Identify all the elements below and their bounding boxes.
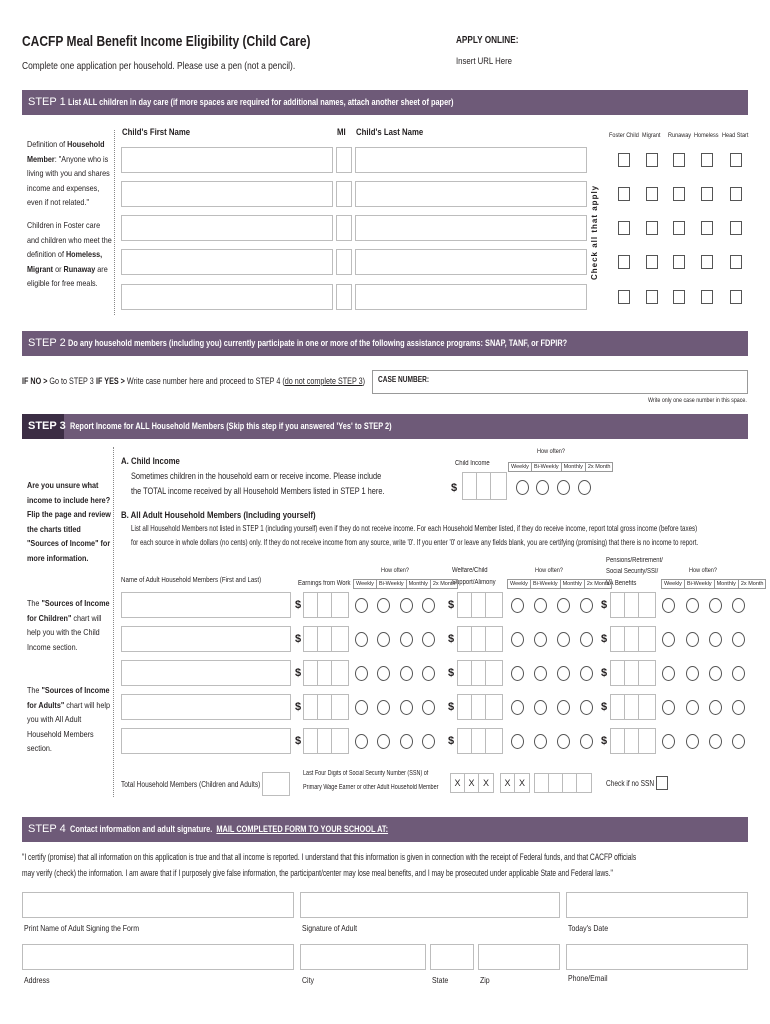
check-all-that-apply: Check all that apply	[590, 184, 599, 280]
earnings-col: Earnings from Work	[298, 580, 351, 587]
child-last-name-field[interactable]	[355, 215, 587, 241]
child-income-dollar: $	[451, 482, 458, 494]
checkbox-label-homeless: Homeless	[694, 132, 719, 139]
checkbox-runaway[interactable]	[673, 153, 685, 167]
section-b-text-1: List all Household Members not listed in STEP 1 (including yourself) even if they do not receive income. For each Household Member listed, if they do receive income, report total gross income (before taxes)	[131, 523, 698, 533]
child-freq-monthly[interactable]	[557, 480, 570, 495]
pension-freq-2xmonth[interactable]	[732, 598, 745, 613]
foster-note: Children in Foster care and children who meet the definition of Homeless, Migrant or Runaway are eligible for free meals.	[27, 220, 112, 288]
city-field[interactable]	[300, 944, 426, 970]
col-mi: MI	[337, 127, 346, 138]
pension-amount-field[interactable]	[610, 728, 656, 754]
zip-label: Zip	[480, 975, 490, 985]
checkbox-head-start[interactable]	[730, 153, 742, 167]
child-freq-header: Weekly Bi-Weekly Monthly 2x Month	[508, 462, 613, 472]
pension-freq-monthly[interactable]	[709, 700, 722, 715]
signature-label: Signature of Adult	[302, 923, 358, 933]
child-mi-field[interactable]	[336, 147, 352, 173]
phone-email-field[interactable]	[566, 944, 748, 970]
pension-freq-biweekly[interactable]	[686, 666, 699, 681]
welfare-freq-monthly[interactable]	[557, 598, 570, 613]
checkbox-migrant[interactable]	[646, 255, 658, 269]
pension-freq-weekly[interactable]	[662, 632, 675, 647]
ssn-last-four-field[interactable]	[534, 773, 592, 793]
welfare-freq-2xmonth[interactable]	[580, 666, 593, 681]
date-field[interactable]	[566, 892, 748, 918]
step1-instruction: List ALL children in day care (if more spaces are required for additional names, attach another sheet of paper)	[68, 97, 454, 107]
checkbox-foster-child[interactable]	[618, 221, 630, 235]
welfare-amount-field[interactable]	[457, 728, 503, 754]
welfare-dollar: $	[448, 701, 455, 713]
adult-name-field[interactable]	[121, 626, 291, 652]
date-label: Today's Date	[568, 923, 609, 933]
checkbox-foster-child[interactable]	[618, 290, 630, 304]
step1-divider	[114, 130, 115, 315]
earnings-amount-field[interactable]	[303, 694, 349, 720]
child-mi-field[interactable]	[336, 181, 352, 207]
pension-dollar: $	[601, 701, 608, 713]
no-ssn-checkbox[interactable]	[656, 776, 668, 790]
child-mi-field[interactable]	[336, 249, 352, 275]
welfare-dollar: $	[448, 667, 455, 679]
total-members-field[interactable]	[262, 772, 290, 796]
welfare-freq-biweekly[interactable]	[534, 700, 547, 715]
welfare-dollar: $	[448, 735, 455, 747]
checkbox-head-start[interactable]	[730, 221, 742, 235]
section-a-text-2: the TOTAL income received by all Household Members listed in STEP 1 here.	[131, 486, 385, 496]
checkbox-homeless[interactable]	[701, 153, 713, 167]
welfare-dollar: $	[448, 599, 455, 611]
pension-freq-weekly[interactable]	[662, 700, 675, 715]
earnings-freq-monthly[interactable]	[400, 666, 413, 681]
name-col: Name of Adult Household Members (First and Last)	[121, 575, 262, 584]
welfare-freq-weekly[interactable]	[511, 734, 524, 749]
earnings-freq-weekly[interactable]	[355, 734, 368, 749]
welfare-amount-field[interactable]	[457, 660, 503, 686]
form-title: CACFP Meal Benefit Income Eligibility (Child Care)	[22, 33, 311, 50]
welfare-col-1: Welfare/Child	[452, 567, 488, 574]
section-b-text-2: for each source in whole dollars (no cents) only. If they do not receive income from any source, write '0'. If you enter '0' or leave any fields blank, you are certifying (promising) that there is no income to report.	[131, 537, 699, 547]
section-b-title: B. All Adult Household Members (Including yourself)	[121, 510, 316, 521]
earnings-amount-field[interactable]	[303, 728, 349, 754]
pension-freq-2xmonth[interactable]	[732, 632, 745, 647]
earnings-freq-monthly[interactable]	[400, 632, 413, 647]
earnings-freq-2xmonth[interactable]	[422, 632, 435, 647]
welfare-freq-header: Weekly Bi-Weekly Monthly 2x Month	[507, 579, 612, 589]
welfare-amount-field[interactable]	[457, 592, 503, 618]
welfare-freq-monthly[interactable]	[557, 734, 570, 749]
address-label: Address	[24, 975, 50, 985]
pension-col-2: Social Security/SSI/	[606, 568, 659, 575]
pension-freq-weekly[interactable]	[662, 666, 675, 681]
adult-name-field[interactable]	[121, 694, 291, 720]
welfare-freq-monthly[interactable]	[557, 632, 570, 647]
welfare-freq-weekly[interactable]	[511, 632, 524, 647]
child-freq-2xmonth[interactable]	[578, 480, 591, 495]
pension-dollar: $	[601, 599, 608, 611]
pension-freq-biweekly[interactable]	[686, 598, 699, 613]
phone-email-label: Phone/Email	[568, 973, 608, 983]
case-number-label: CASE NUMBER:	[378, 375, 430, 384]
child-last-name-field[interactable]	[355, 147, 587, 173]
earnings-freq-weekly[interactable]	[355, 700, 368, 715]
earnings-dollar: $	[295, 667, 302, 679]
pension-freq-weekly[interactable]	[662, 598, 675, 613]
checkbox-migrant[interactable]	[646, 290, 658, 304]
pension-freq-header: Weekly Bi-Weekly Monthly 2x Month	[661, 579, 766, 589]
earnings-dollar: $	[295, 633, 302, 645]
city-label: City	[302, 975, 315, 985]
apply-online-label: APPLY ONLINE:	[456, 35, 519, 46]
zip-field[interactable]	[478, 944, 560, 970]
ssn-masked-digits: X X X	[450, 773, 494, 793]
pension-freq-monthly[interactable]	[709, 734, 722, 749]
checkbox-homeless[interactable]	[701, 290, 713, 304]
apply-url[interactable]: Insert URL Here	[456, 56, 512, 67]
certification-line-2: may verify (check) the information. I am aware that if I purposely give false information, the participant/center may lose meal benefits, and I may be prosecuted under applicable State and Federal laws."	[22, 868, 613, 879]
earnings-freq-header: Weekly Bi-Weekly Monthly 2x Month	[353, 579, 458, 589]
step3-divider	[113, 447, 114, 797]
child-mi-field[interactable]	[336, 215, 352, 241]
adult-name-field[interactable]	[121, 660, 291, 686]
pension-col-1: Pensions/Retirement/	[606, 557, 663, 564]
checkbox-label-headstart: Head Start	[722, 132, 749, 139]
checkbox-label-migrant: Migrant	[642, 132, 661, 139]
checkbox-runaway[interactable]	[673, 255, 685, 269]
pension-dollar: $	[601, 633, 608, 645]
col-first-name: Child's First Name	[122, 127, 191, 138]
step3-badge: STEP 3	[22, 414, 64, 439]
adult-name-field[interactable]	[121, 728, 291, 754]
earnings-amount-field[interactable]	[303, 592, 349, 618]
earnings-freq-2xmonth[interactable]	[422, 666, 435, 681]
pension-freq-monthly[interactable]	[709, 666, 722, 681]
pension-amount-field[interactable]	[610, 660, 656, 686]
welfare-freq-biweekly[interactable]	[534, 734, 547, 749]
earnings-dollar: $	[295, 599, 302, 611]
earnings-freq-2xmonth[interactable]	[422, 700, 435, 715]
pension-freq-monthly[interactable]	[709, 598, 722, 613]
earnings-freq-biweekly[interactable]	[377, 734, 390, 749]
sidebar-unsure: Are you unsure what income to include here? Flip the page and review the charts titled "Sources of Income" for more information.	[27, 480, 111, 563]
pension-freq-2xmonth[interactable]	[732, 700, 745, 715]
checkbox-foster-child[interactable]	[618, 255, 630, 269]
welfare-amount-field[interactable]	[457, 626, 503, 652]
pension-dollar: $	[601, 667, 608, 679]
state-field[interactable]	[430, 944, 474, 970]
checkbox-label-runaway: Runaway	[668, 132, 692, 139]
signature-field[interactable]	[300, 892, 560, 918]
earnings-dollar: $	[295, 701, 302, 713]
welfare-freq-biweekly[interactable]	[534, 666, 547, 681]
welfare-freq-monthly[interactable]	[557, 666, 570, 681]
welfare-freq-2xmonth[interactable]	[580, 700, 593, 715]
step2-badge: STEP 2	[22, 331, 62, 356]
child-last-name-field[interactable]	[355, 249, 587, 275]
checkbox-homeless[interactable]	[701, 221, 713, 235]
step4-badge: STEP 4	[22, 817, 64, 842]
col-last-name: Child's Last Name	[356, 127, 424, 138]
child-freq-biweekly[interactable]	[536, 480, 549, 495]
no-ssn-label: Check if no SSN	[606, 779, 655, 788]
pension-amount-field[interactable]	[610, 694, 656, 720]
earnings-freq-monthly[interactable]	[400, 598, 413, 613]
checkbox-migrant[interactable]	[646, 187, 658, 201]
earnings-freq-2xmonth[interactable]	[422, 734, 435, 749]
welfare-freq-2xmonth[interactable]	[580, 632, 593, 647]
pension-how-often: How often?	[689, 567, 717, 574]
earnings-freq-biweekly[interactable]	[377, 598, 390, 613]
welfare-amount-field[interactable]	[457, 694, 503, 720]
child-first-name-field[interactable]	[121, 284, 333, 310]
child-income-field[interactable]	[462, 472, 507, 500]
pension-freq-biweekly[interactable]	[686, 700, 699, 715]
household-definition: Definition of Household Member: "Anyone who is living with you and shares income and expenses, even if not related."	[27, 139, 110, 207]
adult-name-field[interactable]	[121, 592, 291, 618]
pension-col-3: VA Benefits	[606, 580, 637, 587]
print-name-field[interactable]	[22, 892, 294, 918]
ssn-label-2: Primary Wage Earner or other Adult Household Member	[303, 784, 439, 791]
checkbox-foster-child[interactable]	[618, 187, 630, 201]
pension-amount-field[interactable]	[610, 626, 656, 652]
step4-instruction: Contact information and adult signature. MAIL COMPLETED FORM TO YOUR SCHOOL AT:	[70, 824, 389, 834]
pension-freq-2xmonth[interactable]	[732, 666, 745, 681]
checkbox-head-start[interactable]	[730, 255, 742, 269]
child-first-name-field[interactable]	[121, 147, 333, 173]
sidebar-adults-income: The "Sources of Income for Adults" chart will help you with All Adult Household Members section.	[27, 685, 111, 753]
checkbox-label-foster: Foster Child	[609, 132, 639, 139]
ssn-masked-digits-2: X X	[500, 773, 530, 793]
checkbox-head-start[interactable]	[730, 290, 742, 304]
earnings-freq-biweekly[interactable]	[377, 700, 390, 715]
checkbox-homeless[interactable]	[701, 187, 713, 201]
earnings-freq-weekly[interactable]	[355, 598, 368, 613]
pension-dollar: $	[601, 735, 608, 747]
earnings-freq-monthly[interactable]	[400, 700, 413, 715]
address-field[interactable]	[22, 944, 294, 970]
case-number-note: Write only one case number in this space.	[648, 397, 747, 404]
child-income-label: Child Income	[455, 460, 490, 467]
earnings-amount-field[interactable]	[303, 626, 349, 652]
section-a-text-1: Sometimes children in the household earn or receive income. Please include	[131, 471, 382, 481]
child-mi-field[interactable]	[336, 284, 352, 310]
welfare-freq-weekly[interactable]	[511, 666, 524, 681]
checkbox-foster-child[interactable]	[618, 153, 630, 167]
state-label: State	[432, 975, 449, 985]
welfare-freq-2xmonth[interactable]	[580, 734, 593, 749]
earnings-dollar: $	[295, 735, 302, 747]
child-first-name-field[interactable]	[121, 181, 333, 207]
earnings-amount-field[interactable]	[303, 660, 349, 686]
welfare-dollar: $	[448, 633, 455, 645]
earnings-freq-biweekly[interactable]	[377, 666, 390, 681]
welfare-freq-2xmonth[interactable]	[580, 598, 593, 613]
earnings-freq-biweekly[interactable]	[377, 632, 390, 647]
child-how-often: How often?	[537, 448, 565, 455]
welfare-how-often: How often?	[535, 567, 563, 574]
pension-freq-weekly[interactable]	[662, 734, 675, 749]
earnings-freq-weekly[interactable]	[355, 632, 368, 647]
pension-freq-monthly[interactable]	[709, 632, 722, 647]
pension-freq-biweekly[interactable]	[686, 734, 699, 749]
step3-instruction: Report Income for ALL Household Members (Skip this step if you answered 'Yes' to STEP 2)	[70, 421, 392, 431]
step1-badge: STEP 1	[22, 90, 62, 115]
checkbox-runaway[interactable]	[673, 187, 685, 201]
print-name-label: Print Name of Adult Signing the Form	[24, 923, 140, 933]
earnings-freq-2xmonth[interactable]	[422, 598, 435, 613]
welfare-freq-monthly[interactable]	[557, 700, 570, 715]
checkbox-head-start[interactable]	[730, 187, 742, 201]
earnings-how-often: How often?	[381, 567, 409, 574]
total-members-label: Total Household Members (Children and Adults)	[121, 780, 261, 789]
welfare-freq-weekly[interactable]	[511, 700, 524, 715]
welfare-freq-biweekly[interactable]	[534, 598, 547, 613]
pension-amount-field[interactable]	[610, 592, 656, 618]
checkbox-migrant[interactable]	[646, 153, 658, 167]
earnings-freq-monthly[interactable]	[400, 734, 413, 749]
sidebar-children-income: The "Sources of Income for Children" chart will help you with the Child Income section.	[27, 598, 110, 652]
checkbox-runaway[interactable]	[673, 221, 685, 235]
checkbox-homeless[interactable]	[701, 255, 713, 269]
welfare-freq-weekly[interactable]	[511, 598, 524, 613]
checkbox-migrant[interactable]	[646, 221, 658, 235]
checkbox-runaway[interactable]	[673, 290, 685, 304]
certification-line-1: "I certify (promise) that all information on this application is true and that all income is reported. I understand that this information is given in connection with the receipt of Federal funds, and that CACFP officials	[22, 852, 637, 863]
child-last-name-field[interactable]	[355, 181, 587, 207]
welfare-freq-biweekly[interactable]	[534, 632, 547, 647]
child-first-name-field[interactable]	[121, 249, 333, 275]
step2-question: Do any household members (including you) currently participate in one or more of the following assistance programs: SNAP, TANF, or FDPIR?	[68, 338, 568, 348]
if-yes-text: IF YES > Write case number here and proceed to STEP 4 (do not complete STEP 3)	[96, 376, 366, 386]
welfare-col-2: Support/Alimony	[452, 579, 496, 586]
ssn-label-1: Last Four Digits of Social Security Number (SSN) of	[303, 770, 429, 777]
child-last-name-field[interactable]	[355, 284, 587, 310]
form-subtitle: Complete one application per household. Please use a pen (not a pencil).	[22, 60, 296, 72]
pension-freq-biweekly[interactable]	[686, 632, 699, 647]
section-a-title: A. Child Income	[121, 456, 180, 467]
earnings-freq-weekly[interactable]	[355, 666, 368, 681]
child-first-name-field[interactable]	[121, 215, 333, 241]
pension-freq-2xmonth[interactable]	[732, 734, 745, 749]
if-no-text: IF NO > Go to STEP 3	[22, 376, 94, 386]
child-freq-weekly[interactable]	[516, 480, 529, 495]
